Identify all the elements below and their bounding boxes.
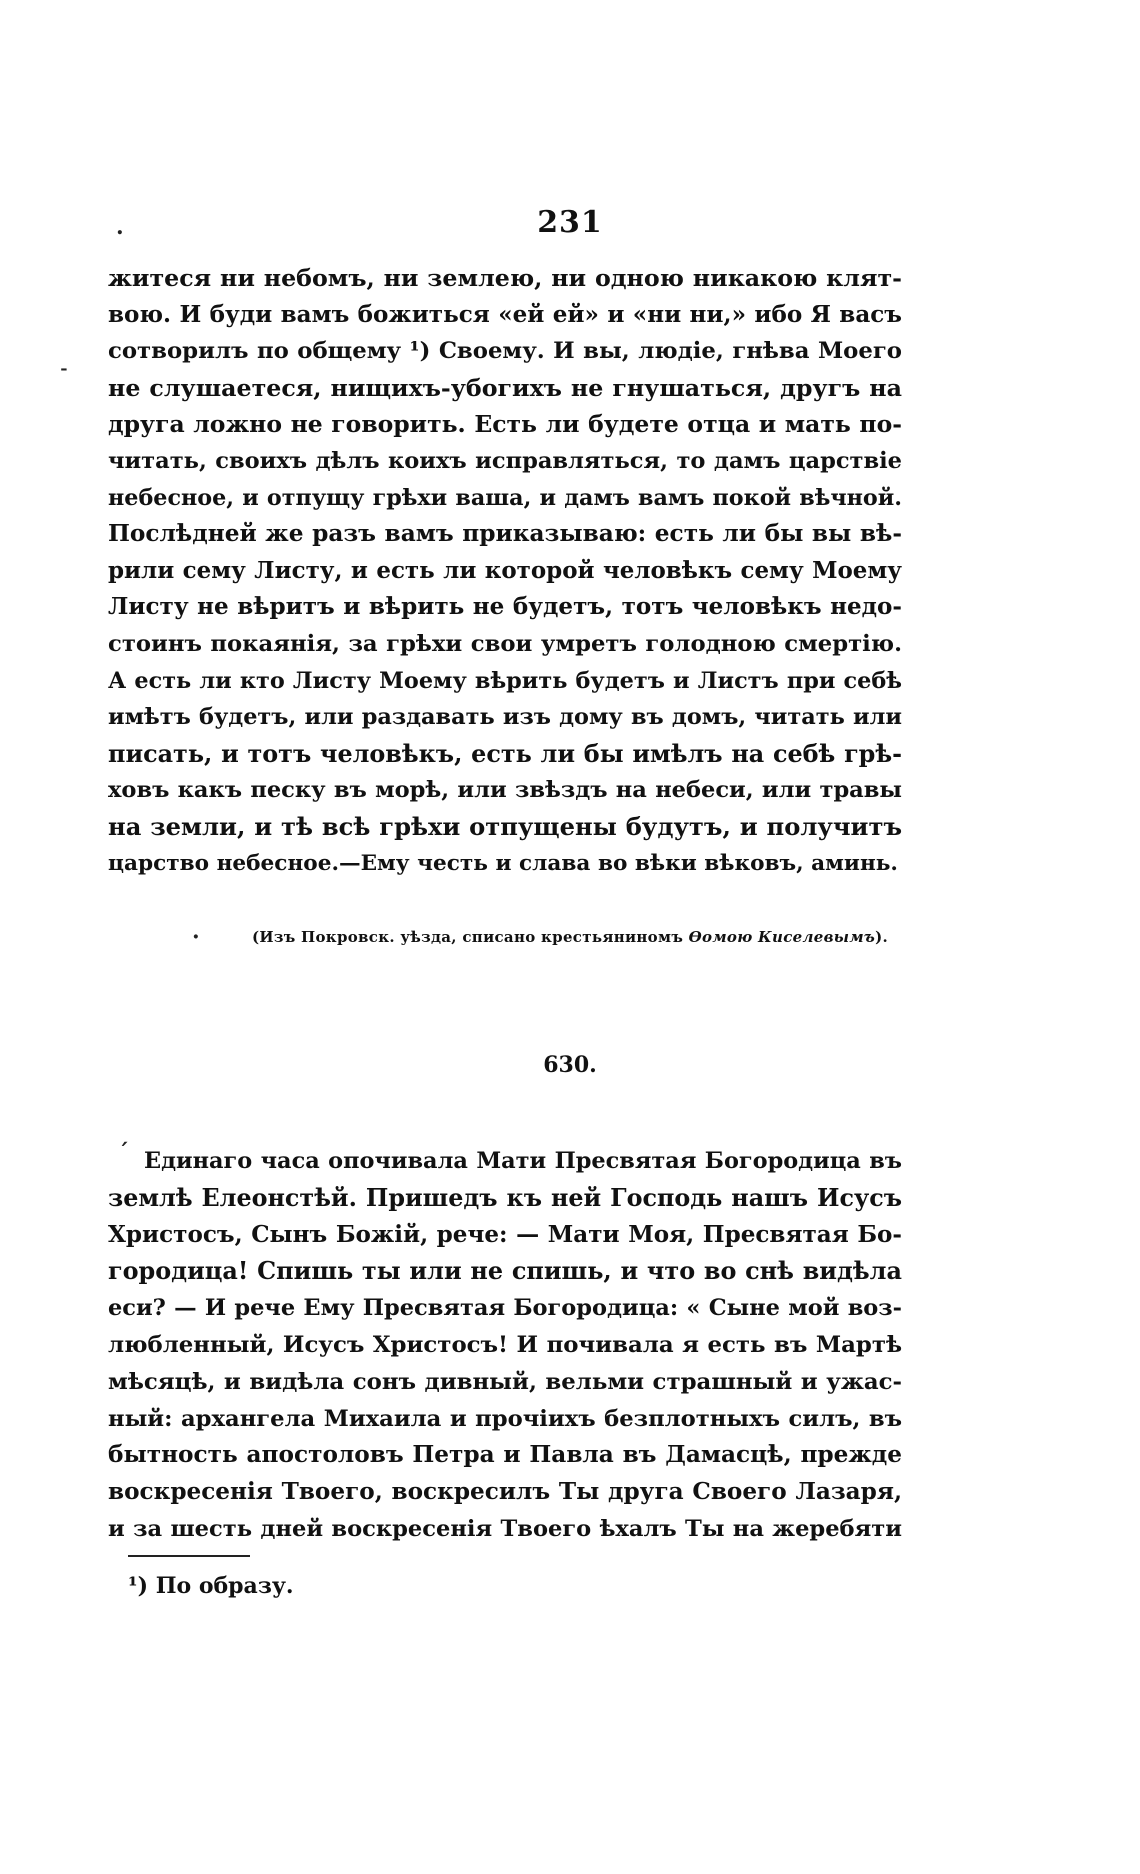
- stray-mark: .: [116, 214, 124, 240]
- text-line: стоинъ покаянія, за грѣхи свои умретъ голодною смертію.: [108, 630, 902, 657]
- stray-mark: ·: [192, 924, 200, 950]
- text-line: А есть ли кто Листу Моему вѣрить будетъ и Листъ при себѣ: [108, 667, 902, 694]
- footnote-rule: [128, 1555, 250, 1557]
- text-line: житеся ни небомъ, ни землею, ни одною никакою клят-: [108, 264, 902, 292]
- text-line: и за шесть дней воскресенія Твоего ѣхалъ Ты на жеребяти: [108, 1515, 902, 1542]
- footnote-text: По образу.: [155, 1573, 294, 1599]
- text-line: небесное, и отпущу грѣхи ваша, и дамъ вамъ покой вѣчной.: [108, 484, 902, 511]
- footnote: [128, 1573, 294, 1599]
- text-line: мѣсяцѣ, и видѣла сонъ дивный, вельми страшный и ужас-: [108, 1368, 902, 1395]
- text-line: имѣтъ будетъ, или раздавать изъ дому въ домъ, читать или: [108, 704, 902, 731]
- text-line: ховъ какъ песку въ морѣ, или звѣздъ на небеси, или травы: [108, 777, 902, 804]
- section-text-block: [108, 1143, 902, 1548]
- text-line: еси? — И рече Ему Пресвятая Богородица: « Сыне мой воз-: [108, 1295, 902, 1322]
- source-note-prefix: (Изъ Покровск. уѣзда, списано крестьяниномъ: [251, 928, 684, 946]
- text-line: землѣ Елеонстѣй. Пришедъ къ ней Господь нашъ Исусъ: [108, 1183, 902, 1212]
- text-line: рили сему Листу, и есть ли которой человѣкъ сему Моему: [108, 556, 902, 584]
- text-line: воскресенія Твоего, воскресилъ Ты друга Своего Лазаря,: [108, 1478, 902, 1506]
- stray-mark: ˗: [60, 356, 69, 382]
- text-line: Единаго часа опочивала Мати Пресвятая Богородица въ: [144, 1148, 902, 1174]
- text-line: сотворилъ по общему ¹) Своему. И вы, людіе, гнѣва Моего: [108, 338, 902, 365]
- source-note: [0, 928, 1140, 946]
- footnote-marker: ¹): [128, 1573, 149, 1599]
- text-line: писать, и тотъ человѣкъ, есть ли бы имѣлъ на себѣ грѣ-: [108, 739, 902, 768]
- text-line: друга ложно не говорить. Есть ли будете отца и мать по-: [108, 410, 902, 439]
- text-line: бытность апостоловъ Петра и Павла въ Дамасцѣ, прежде: [108, 1441, 902, 1469]
- text-line: царство небесное.—Ему честь и слава во вѣки вѣковъ, аминь.: [108, 850, 898, 876]
- text-line: любленный, Исусъ Христосъ! И почивала я есть въ Мартѣ: [108, 1331, 902, 1358]
- text-line: Христосъ, Сынъ Божій, рече: — Мати Моя, Пресвятая Бо-: [108, 1220, 902, 1248]
- text-line: читать, своихъ дѣлъ коихъ исправляться, то дамъ царствіе: [108, 447, 902, 474]
- text-line: вою. И буди вамъ божиться «ей ей» и «ни ни,» ибо Я васъ: [108, 300, 902, 328]
- text-line: городица! Спишь ты или не спишь, и что во снѣ видѣла: [108, 1257, 902, 1286]
- text-line: не слушаетеся, нищихъ-убогихъ не гнушаться, другъ на: [108, 373, 902, 402]
- source-note-suffix: ).: [875, 928, 889, 946]
- source-note-name: Ѳомою Киселевымъ: [688, 928, 876, 946]
- stray-mark: ˊ: [118, 1140, 129, 1166]
- text-line: на земли, и тѣ всѣ грѣхи отпущены будутъ, и получитъ: [108, 811, 902, 841]
- text-line: ный: архангела Михаила и прочіихъ безплотныхъ силъ, въ: [108, 1405, 902, 1432]
- text-line: Листу не вѣритъ и вѣрить не будетъ, тотъ человѣкъ недо-: [108, 593, 902, 621]
- text-line: Послѣдней же разъ вамъ приказываю: есть ли бы вы вѣ-: [108, 520, 902, 548]
- continued-text-block: [108, 260, 902, 882]
- page-number: 231: [537, 205, 603, 240]
- section-number: 630.: [543, 1052, 597, 1078]
